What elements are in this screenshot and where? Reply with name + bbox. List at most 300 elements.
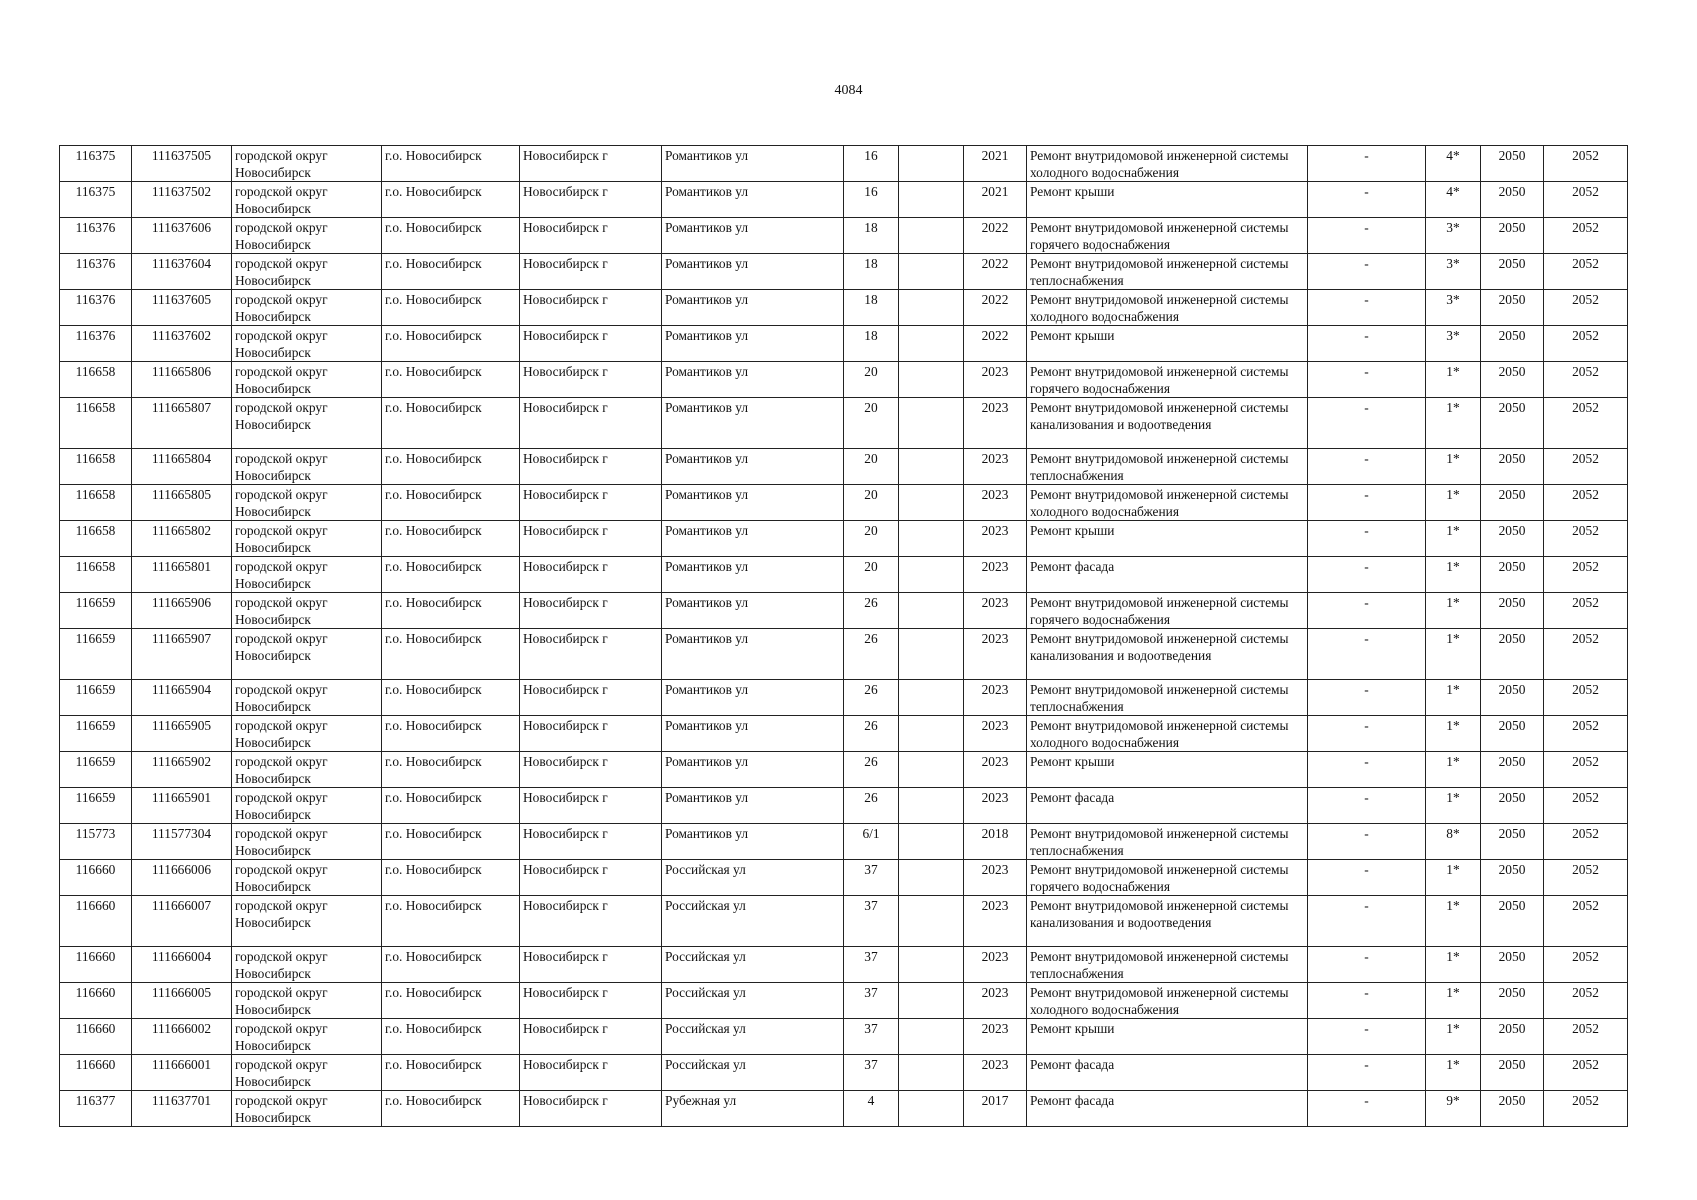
cell-district: г.о. Новосибирск <box>382 824 520 860</box>
cell-street: Романтиков ул <box>662 716 844 752</box>
cell-work-code: 111665904 <box>132 680 232 716</box>
cell-house-id: 116375 <box>60 182 132 218</box>
cell-settlement: Новосибирск г <box>520 326 662 362</box>
cell-work-type: Ремонт внутридомовой инженерной системы канализования и водоотведения <box>1027 629 1308 680</box>
cell-building <box>899 326 964 362</box>
cell-municipality: городской округ Новосибирск <box>232 485 382 521</box>
cell-street: Романтиков ул <box>662 398 844 449</box>
cell-amount: - <box>1308 449 1426 485</box>
cell-year: 2023 <box>964 716 1027 752</box>
cell-house-number: 16 <box>844 146 899 182</box>
cell-building <box>899 182 964 218</box>
cell-period-start: 2050 <box>1481 146 1544 182</box>
cell-work-type: Ремонт внутридомовой инженерной системы холодного водоснабжения <box>1027 290 1308 326</box>
cell-work-code: 111665802 <box>132 521 232 557</box>
cell-municipality: городской округ Новосибирск <box>232 326 382 362</box>
cell-year: 2023 <box>964 896 1027 947</box>
table-row <box>60 557 1628 593</box>
cell-work-code: 111665801 <box>132 557 232 593</box>
cell-building <box>899 860 964 896</box>
cell-work-code: 111637602 <box>132 326 232 362</box>
cell-house-id: 116376 <box>60 218 132 254</box>
cell-house-number: 26 <box>844 788 899 824</box>
cell-amount: - <box>1308 1055 1426 1091</box>
cell-period-end: 2052 <box>1544 983 1628 1019</box>
cell-district: г.о. Новосибирск <box>382 218 520 254</box>
cell-house-id: 116660 <box>60 896 132 947</box>
cell-priority: 4* <box>1426 182 1481 218</box>
cell-building <box>899 716 964 752</box>
page-number: 4084 <box>834 83 863 98</box>
cell-work-code: 111665805 <box>132 485 232 521</box>
cell-house-id: 116375 <box>60 146 132 182</box>
cell-period-end: 2052 <box>1544 182 1628 218</box>
cell-work-code: 111666006 <box>132 860 232 896</box>
cell-building <box>899 947 964 983</box>
cell-priority: 1* <box>1426 788 1481 824</box>
cell-building <box>899 1019 964 1055</box>
cell-period-end: 2052 <box>1544 752 1628 788</box>
cell-house-number: 26 <box>844 680 899 716</box>
cell-period-end: 2052 <box>1544 146 1628 182</box>
cell-street: Российская ул <box>662 947 844 983</box>
cell-house-number: 26 <box>844 752 899 788</box>
cell-street: Романтиков ул <box>662 362 844 398</box>
cell-amount: - <box>1308 788 1426 824</box>
table-row <box>60 1091 1628 1127</box>
cell-house-number: 4 <box>844 1091 899 1127</box>
cell-building <box>899 629 964 680</box>
cell-house-id: 116658 <box>60 557 132 593</box>
cell-building <box>899 557 964 593</box>
cell-period-end: 2052 <box>1544 896 1628 947</box>
cell-house-number: 6/1 <box>844 824 899 860</box>
cell-amount: - <box>1308 983 1426 1019</box>
cell-district: г.о. Новосибирск <box>382 860 520 896</box>
table-row <box>60 326 1628 362</box>
cell-work-type: Ремонт фасада <box>1027 1055 1308 1091</box>
cell-period-end: 2052 <box>1544 290 1628 326</box>
cell-year: 2023 <box>964 398 1027 449</box>
cell-period-end: 2052 <box>1544 326 1628 362</box>
cell-building <box>899 290 964 326</box>
cell-year: 2023 <box>964 449 1027 485</box>
cell-settlement: Новосибирск г <box>520 557 662 593</box>
cell-street: Романтиков ул <box>662 326 844 362</box>
cell-house-id: 116660 <box>60 1055 132 1091</box>
cell-settlement: Новосибирск г <box>520 485 662 521</box>
cell-period-start: 2050 <box>1481 1091 1544 1127</box>
cell-priority: 3* <box>1426 254 1481 290</box>
cell-priority: 1* <box>1426 680 1481 716</box>
cell-house-number: 20 <box>844 485 899 521</box>
cell-building <box>899 824 964 860</box>
cell-municipality: городской округ Новосибирск <box>232 788 382 824</box>
cell-year: 2023 <box>964 788 1027 824</box>
cell-district: г.о. Новосибирск <box>382 629 520 680</box>
cell-period-start: 2050 <box>1481 983 1544 1019</box>
cell-municipality: городской округ Новосибирск <box>232 860 382 896</box>
cell-municipality: городской округ Новосибирск <box>232 254 382 290</box>
cell-house-id: 116376 <box>60 290 132 326</box>
cell-house-number: 26 <box>844 716 899 752</box>
cell-district: г.о. Новосибирск <box>382 680 520 716</box>
cell-municipality: городской округ Новосибирск <box>232 593 382 629</box>
cell-period-end: 2052 <box>1544 680 1628 716</box>
cell-work-code: 111637606 <box>132 218 232 254</box>
table-row <box>60 182 1628 218</box>
cell-street: Российская ул <box>662 1055 844 1091</box>
cell-period-end: 2052 <box>1544 362 1628 398</box>
cell-year: 2023 <box>964 680 1027 716</box>
cell-work-type: Ремонт фасада <box>1027 788 1308 824</box>
cell-settlement: Новосибирск г <box>520 290 662 326</box>
cell-municipality: городской округ Новосибирск <box>232 716 382 752</box>
cell-period-start: 2050 <box>1481 449 1544 485</box>
cell-year: 2018 <box>964 824 1027 860</box>
cell-year: 2023 <box>964 362 1027 398</box>
cell-street: Российская ул <box>662 983 844 1019</box>
cell-priority: 8* <box>1426 824 1481 860</box>
cell-district: г.о. Новосибирск <box>382 716 520 752</box>
cell-period-start: 2050 <box>1481 860 1544 896</box>
cell-street: Романтиков ул <box>662 629 844 680</box>
cell-amount: - <box>1308 218 1426 254</box>
cell-year: 2023 <box>964 593 1027 629</box>
cell-district: г.о. Новосибирск <box>382 362 520 398</box>
cell-period-end: 2052 <box>1544 716 1628 752</box>
cell-municipality: городской округ Новосибирск <box>232 983 382 1019</box>
cell-amount: - <box>1308 680 1426 716</box>
table-row <box>60 629 1628 680</box>
cell-amount: - <box>1308 716 1426 752</box>
cell-house-id: 116658 <box>60 449 132 485</box>
cell-work-code: 111637605 <box>132 290 232 326</box>
cell-building <box>899 752 964 788</box>
cell-work-code: 111637502 <box>132 182 232 218</box>
cell-year: 2023 <box>964 557 1027 593</box>
cell-settlement: Новосибирск г <box>520 218 662 254</box>
cell-amount: - <box>1308 254 1426 290</box>
table-row <box>60 860 1628 896</box>
cell-priority: 1* <box>1426 860 1481 896</box>
cell-settlement: Новосибирск г <box>520 716 662 752</box>
cell-street: Романтиков ул <box>662 593 844 629</box>
cell-period-start: 2050 <box>1481 1019 1544 1055</box>
table-row <box>60 362 1628 398</box>
cell-settlement: Новосибирск г <box>520 146 662 182</box>
cell-period-start: 2050 <box>1481 1055 1544 1091</box>
cell-year: 2023 <box>964 485 1027 521</box>
cell-settlement: Новосибирск г <box>520 860 662 896</box>
cell-period-start: 2050 <box>1481 398 1544 449</box>
cell-period-start: 2050 <box>1481 752 1544 788</box>
cell-period-start: 2050 <box>1481 254 1544 290</box>
cell-street: Романтиков ул <box>662 485 844 521</box>
table-body <box>60 146 1628 1127</box>
cell-work-type: Ремонт крыши <box>1027 326 1308 362</box>
cell-district: г.о. Новосибирск <box>382 557 520 593</box>
cell-municipality: городской округ Новосибирск <box>232 629 382 680</box>
cell-amount: - <box>1308 521 1426 557</box>
table-row <box>60 824 1628 860</box>
cell-period-end: 2052 <box>1544 860 1628 896</box>
table-row <box>60 254 1628 290</box>
cell-period-end: 2052 <box>1544 788 1628 824</box>
cell-house-number: 37 <box>844 860 899 896</box>
cell-work-code: 111665905 <box>132 716 232 752</box>
cell-period-start: 2050 <box>1481 716 1544 752</box>
cell-work-type: Ремонт внутридомовой инженерной системы холодного водоснабжения <box>1027 716 1308 752</box>
cell-priority: 3* <box>1426 218 1481 254</box>
cell-year: 2022 <box>964 218 1027 254</box>
cell-work-type: Ремонт внутридомовой инженерной системы теплоснабжения <box>1027 254 1308 290</box>
cell-settlement: Новосибирск г <box>520 398 662 449</box>
cell-year: 2023 <box>964 1055 1027 1091</box>
cell-period-end: 2052 <box>1544 629 1628 680</box>
cell-house-number: 37 <box>844 896 899 947</box>
cell-municipality: городской округ Новосибирск <box>232 824 382 860</box>
cell-work-code: 111577304 <box>132 824 232 860</box>
cell-house-id: 116658 <box>60 398 132 449</box>
cell-year: 2022 <box>964 290 1027 326</box>
cell-municipality: городской округ Новосибирск <box>232 146 382 182</box>
cell-priority: 1* <box>1426 716 1481 752</box>
cell-work-type: Ремонт крыши <box>1027 1019 1308 1055</box>
cell-municipality: городской округ Новосибирск <box>232 449 382 485</box>
cell-street: Романтиков ул <box>662 557 844 593</box>
table-row <box>60 593 1628 629</box>
cell-year: 2023 <box>964 629 1027 680</box>
cell-building <box>899 485 964 521</box>
cell-municipality: городской округ Новосибирск <box>232 290 382 326</box>
cell-district: г.о. Новосибирск <box>382 593 520 629</box>
table-row <box>60 1019 1628 1055</box>
cell-work-code: 111666005 <box>132 983 232 1019</box>
cell-street: Романтиков ул <box>662 521 844 557</box>
cell-house-number: 37 <box>844 983 899 1019</box>
cell-work-code: 111666004 <box>132 947 232 983</box>
cell-street: Российская ул <box>662 1019 844 1055</box>
cell-street: Романтиков ул <box>662 290 844 326</box>
cell-work-type: Ремонт внутридомовой инженерной системы горячего водоснабжения <box>1027 593 1308 629</box>
cell-house-id: 116659 <box>60 716 132 752</box>
cell-work-type: Ремонт фасада <box>1027 1091 1308 1127</box>
cell-period-end: 2052 <box>1544 1091 1628 1127</box>
cell-building <box>899 1055 964 1091</box>
cell-work-type: Ремонт фасада <box>1027 557 1308 593</box>
cell-house-number: 26 <box>844 629 899 680</box>
cell-priority: 3* <box>1426 290 1481 326</box>
cell-work-type: Ремонт внутридомовой инженерной системы теплоснабжения <box>1027 680 1308 716</box>
cell-house-id: 116660 <box>60 1019 132 1055</box>
cell-house-number: 37 <box>844 947 899 983</box>
cell-municipality: городской округ Новосибирск <box>232 521 382 557</box>
cell-period-end: 2052 <box>1544 593 1628 629</box>
cell-municipality: городской округ Новосибирск <box>232 896 382 947</box>
cell-period-start: 2050 <box>1481 680 1544 716</box>
cell-building <box>899 146 964 182</box>
cell-work-code: 111665906 <box>132 593 232 629</box>
cell-settlement: Новосибирск г <box>520 593 662 629</box>
cell-building <box>899 521 964 557</box>
cell-house-number: 20 <box>844 449 899 485</box>
cell-period-end: 2052 <box>1544 1055 1628 1091</box>
cell-period-start: 2050 <box>1481 788 1544 824</box>
table-row <box>60 752 1628 788</box>
cell-priority: 1* <box>1426 947 1481 983</box>
cell-settlement: Новосибирск г <box>520 521 662 557</box>
cell-amount: - <box>1308 326 1426 362</box>
cell-period-end: 2052 <box>1544 557 1628 593</box>
cell-work-type: Ремонт внутридомовой инженерной системы холодного водоснабжения <box>1027 146 1308 182</box>
cell-house-id: 116659 <box>60 788 132 824</box>
cell-work-code: 111666007 <box>132 896 232 947</box>
cell-period-end: 2052 <box>1544 947 1628 983</box>
cell-year: 2023 <box>964 752 1027 788</box>
cell-work-type: Ремонт крыши <box>1027 521 1308 557</box>
cell-period-end: 2052 <box>1544 398 1628 449</box>
cell-period-end: 2052 <box>1544 1019 1628 1055</box>
cell-house-id: 116658 <box>60 485 132 521</box>
cell-priority: 1* <box>1426 1019 1481 1055</box>
cell-house-id: 116659 <box>60 593 132 629</box>
cell-amount: - <box>1308 362 1426 398</box>
cell-municipality: городской округ Новосибирск <box>232 1019 382 1055</box>
cell-municipality: городской округ Новосибирск <box>232 1055 382 1091</box>
cell-work-type: Ремонт внутридомовой инженерной системы теплоснабжения <box>1027 449 1308 485</box>
cell-priority: 3* <box>1426 326 1481 362</box>
cell-street: Романтиков ул <box>662 254 844 290</box>
cell-priority: 1* <box>1426 629 1481 680</box>
cell-district: г.о. Новосибирск <box>382 521 520 557</box>
cell-settlement: Новосибирск г <box>520 680 662 716</box>
cell-work-code: 111665807 <box>132 398 232 449</box>
cell-amount: - <box>1308 146 1426 182</box>
cell-priority: 1* <box>1426 1055 1481 1091</box>
cell-work-code: 111666002 <box>132 1019 232 1055</box>
cell-municipality: городской округ Новосибирск <box>232 218 382 254</box>
table-row <box>60 896 1628 947</box>
table-row <box>60 290 1628 326</box>
cell-house-id: 116660 <box>60 860 132 896</box>
cell-year: 2017 <box>964 1091 1027 1127</box>
cell-work-type: Ремонт внутридомовой инженерной системы теплоснабжения <box>1027 824 1308 860</box>
cell-priority: 1* <box>1426 398 1481 449</box>
cell-street: Романтиков ул <box>662 182 844 218</box>
cell-year: 2023 <box>964 947 1027 983</box>
cell-period-start: 2050 <box>1481 362 1544 398</box>
cell-municipality: городской округ Новосибирск <box>232 557 382 593</box>
cell-building <box>899 680 964 716</box>
cell-street: Романтиков ул <box>662 824 844 860</box>
table-row <box>60 485 1628 521</box>
cell-building <box>899 398 964 449</box>
cell-settlement: Новосибирск г <box>520 182 662 218</box>
cell-building <box>899 362 964 398</box>
table-row <box>60 680 1628 716</box>
cell-work-code: 111666001 <box>132 1055 232 1091</box>
cell-house-id: 116659 <box>60 629 132 680</box>
table-row <box>60 947 1628 983</box>
table-row <box>60 521 1628 557</box>
cell-district: г.о. Новосибирск <box>382 449 520 485</box>
cell-year: 2022 <box>964 254 1027 290</box>
cell-district: г.о. Новосибирск <box>382 896 520 947</box>
cell-settlement: Новосибирск г <box>520 947 662 983</box>
cell-period-start: 2050 <box>1481 326 1544 362</box>
cell-work-code: 111665806 <box>132 362 232 398</box>
cell-house-number: 20 <box>844 398 899 449</box>
cell-district: г.о. Новосибирск <box>382 1091 520 1127</box>
cell-house-id: 116377 <box>60 1091 132 1127</box>
cell-priority: 1* <box>1426 593 1481 629</box>
cell-amount: - <box>1308 896 1426 947</box>
cell-settlement: Новосибирск г <box>520 629 662 680</box>
table-row <box>60 398 1628 449</box>
table-row <box>60 716 1628 752</box>
cell-amount: - <box>1308 398 1426 449</box>
cell-work-type: Ремонт внутридомовой инженерной системы канализования и водоотведения <box>1027 398 1308 449</box>
cell-building <box>899 254 964 290</box>
cell-building <box>899 896 964 947</box>
cell-building <box>899 788 964 824</box>
cell-house-number: 18 <box>844 326 899 362</box>
cell-settlement: Новосибирск г <box>520 362 662 398</box>
cell-amount: - <box>1308 824 1426 860</box>
cell-house-number: 20 <box>844 557 899 593</box>
cell-district: г.о. Новосибирск <box>382 290 520 326</box>
cell-settlement: Новосибирск г <box>520 788 662 824</box>
cell-amount: - <box>1308 593 1426 629</box>
cell-work-code: 111665902 <box>132 752 232 788</box>
cell-district: г.о. Новосибирск <box>382 983 520 1019</box>
cell-street: Романтиков ул <box>662 788 844 824</box>
cell-priority: 4* <box>1426 146 1481 182</box>
cell-amount: - <box>1308 629 1426 680</box>
cell-work-code: 111665804 <box>132 449 232 485</box>
cell-street: Романтиков ул <box>662 146 844 182</box>
cell-municipality: городской округ Новосибирск <box>232 752 382 788</box>
cell-period-start: 2050 <box>1481 182 1544 218</box>
cell-district: г.о. Новосибирск <box>382 326 520 362</box>
cell-work-code: 111637505 <box>132 146 232 182</box>
cell-period-end: 2052 <box>1544 218 1628 254</box>
cell-work-code: 111637604 <box>132 254 232 290</box>
cell-work-type: Ремонт внутридомовой инженерной системы горячего водоснабжения <box>1027 860 1308 896</box>
cell-house-number: 20 <box>844 362 899 398</box>
cell-period-start: 2050 <box>1481 290 1544 326</box>
cell-municipality: городской округ Новосибирск <box>232 680 382 716</box>
cell-municipality: городской округ Новосибирск <box>232 1091 382 1127</box>
table-row <box>60 146 1628 182</box>
cell-district: г.о. Новосибирск <box>382 182 520 218</box>
cell-priority: 1* <box>1426 521 1481 557</box>
cell-municipality: городской округ Новосибирск <box>232 182 382 218</box>
cell-work-code: 111665901 <box>132 788 232 824</box>
cell-year: 2023 <box>964 521 1027 557</box>
cell-period-end: 2052 <box>1544 449 1628 485</box>
cell-settlement: Новосибирск г <box>520 983 662 1019</box>
cell-house-number: 18 <box>844 290 899 326</box>
cell-year: 2021 <box>964 146 1027 182</box>
cell-district: г.о. Новосибирск <box>382 254 520 290</box>
cell-building <box>899 449 964 485</box>
cell-priority: 1* <box>1426 557 1481 593</box>
cell-municipality: городской округ Новосибирск <box>232 947 382 983</box>
cell-priority: 1* <box>1426 362 1481 398</box>
cell-district: г.о. Новосибирск <box>382 947 520 983</box>
